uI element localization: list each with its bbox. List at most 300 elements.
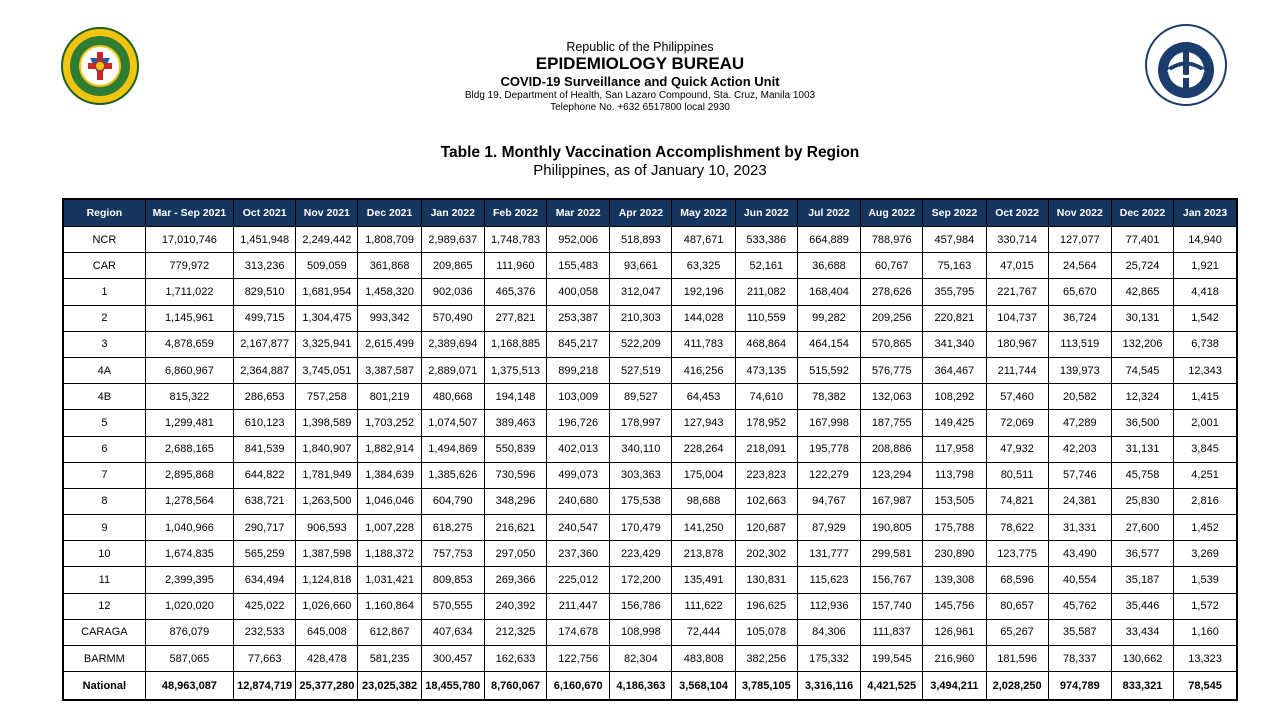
value-cell: 216,960 (923, 646, 986, 672)
value-cell: 111,960 (484, 253, 546, 279)
column-header: Oct 2022 (986, 199, 1048, 227)
value-cell: 2,688,165 (145, 436, 233, 462)
value-cell: 202,302 (735, 541, 797, 567)
value-cell: 199,545 (861, 646, 923, 672)
value-cell: 515,592 (797, 357, 860, 383)
value-cell: 425,022 (234, 593, 296, 619)
total-label-cell: National (63, 672, 145, 701)
value-cell: 278,626 (861, 279, 923, 305)
value-cell: 175,788 (923, 515, 986, 541)
value-cell: 35,587 (1048, 619, 1111, 645)
value-cell: 192,196 (672, 279, 735, 305)
value-cell: 1,681,954 (296, 279, 358, 305)
value-cell: 610,123 (234, 410, 296, 436)
value-cell: 36,688 (797, 253, 860, 279)
value-cell: 902,036 (421, 279, 484, 305)
value-cell: 1,458,320 (358, 279, 421, 305)
value-cell: 74,610 (735, 384, 797, 410)
value-cell: 213,878 (672, 541, 735, 567)
value-cell: 487,671 (672, 227, 735, 253)
value-cell: 788,976 (861, 227, 923, 253)
value-cell: 1,387,598 (296, 541, 358, 567)
value-cell: 168,404 (797, 279, 860, 305)
value-cell: 2,399,395 (145, 567, 233, 593)
value-cell: 117,958 (923, 436, 986, 462)
total-value-cell: 8,760,067 (484, 672, 546, 701)
value-cell: 253,387 (547, 305, 610, 331)
column-header: Jan 2023 (1174, 199, 1237, 227)
value-cell: 286,653 (234, 384, 296, 410)
value-cell: 42,203 (1048, 436, 1111, 462)
value-cell: 209,256 (861, 305, 923, 331)
value-cell: 131,777 (797, 541, 860, 567)
table-row (63, 436, 1237, 462)
value-cell: 1,375,513 (484, 357, 546, 383)
table-heading (0, 143, 1280, 180)
table-row (63, 593, 1237, 619)
value-cell: 2,895,868 (145, 462, 233, 488)
table-row (63, 279, 1237, 305)
value-cell: 65,670 (1048, 279, 1111, 305)
value-cell: 57,460 (986, 384, 1048, 410)
value-cell: 25,830 (1111, 488, 1173, 514)
region-cell: 10 (63, 541, 145, 567)
table-row (63, 227, 1237, 253)
value-cell: 297,050 (484, 541, 546, 567)
region-cell: 2 (63, 305, 145, 331)
value-cell: 509,059 (296, 253, 358, 279)
value-cell: 841,539 (234, 436, 296, 462)
value-cell: 108,998 (610, 619, 672, 645)
value-cell: 132,206 (1111, 331, 1173, 357)
value-cell: 664,889 (797, 227, 860, 253)
value-cell: 12,343 (1174, 357, 1237, 383)
value-cell: 952,006 (547, 227, 610, 253)
value-cell: 162,633 (484, 646, 546, 672)
value-cell: 221,767 (986, 279, 1048, 305)
value-cell: 527,519 (610, 357, 672, 383)
value-cell: 35,187 (1111, 567, 1173, 593)
value-cell: 2,167,877 (234, 331, 296, 357)
table-subtitle: Philippines, as of January 10, 2023 (533, 162, 767, 179)
national-total-row (63, 672, 1237, 701)
value-cell: 2,889,071 (421, 357, 484, 383)
value-cell: 730,596 (484, 462, 546, 488)
value-cell: 75,163 (923, 253, 986, 279)
value-cell: 464,154 (797, 331, 860, 357)
value-cell: 175,332 (797, 646, 860, 672)
value-cell: 3,745,051 (296, 357, 358, 383)
value-cell: 24,564 (1048, 253, 1111, 279)
value-cell: 4,878,659 (145, 331, 233, 357)
value-cell: 1,124,818 (296, 567, 358, 593)
value-cell: 581,235 (358, 646, 421, 672)
value-cell: 237,360 (547, 541, 610, 567)
value-cell: 208,886 (861, 436, 923, 462)
value-cell: 1,674,835 (145, 541, 233, 567)
value-cell: 1,451,948 (234, 227, 296, 253)
value-cell: 1,031,421 (358, 567, 421, 593)
value-cell: 102,663 (735, 488, 797, 514)
value-cell: 2,364,887 (234, 357, 296, 383)
value-cell: 212,325 (484, 619, 546, 645)
region-cell: 11 (63, 567, 145, 593)
column-header: Aug 2022 (861, 199, 923, 227)
value-cell: 906,593 (296, 515, 358, 541)
value-cell: 43,490 (1048, 541, 1111, 567)
value-cell: 1,160,864 (358, 593, 421, 619)
value-cell: 3,269 (1174, 541, 1237, 567)
value-cell: 570,555 (421, 593, 484, 619)
value-cell: 211,082 (735, 279, 797, 305)
region-cell: 12 (63, 593, 145, 619)
value-cell: 80,657 (986, 593, 1048, 619)
value-cell: 2,615,499 (358, 331, 421, 357)
value-cell: 518,893 (610, 227, 672, 253)
value-cell: 141,250 (672, 515, 735, 541)
total-value-cell: 2,028,250 (986, 672, 1048, 701)
value-cell: 2,249,442 (296, 227, 358, 253)
value-cell: 115,623 (797, 567, 860, 593)
value-cell: 33,434 (1111, 619, 1173, 645)
value-cell: 153,505 (923, 488, 986, 514)
value-cell: 30,131 (1111, 305, 1173, 331)
value-cell: 1,160 (1174, 619, 1237, 645)
value-cell: 104,737 (986, 305, 1048, 331)
value-cell: 2,001 (1174, 410, 1237, 436)
value-cell: 299,581 (861, 541, 923, 567)
value-cell: 1,007,228 (358, 515, 421, 541)
value-cell: 1,781,949 (296, 462, 358, 488)
value-cell: 757,258 (296, 384, 358, 410)
value-cell: 644,822 (234, 462, 296, 488)
table-row (63, 305, 1237, 331)
value-cell: 576,775 (861, 357, 923, 383)
value-cell: 174,678 (547, 619, 610, 645)
table-row (63, 384, 1237, 410)
column-header: Jun 2022 (735, 199, 797, 227)
value-cell: 2,389,694 (421, 331, 484, 357)
value-cell: 483,808 (672, 646, 735, 672)
region-cell: CAR (63, 253, 145, 279)
value-cell: 172,200 (610, 567, 672, 593)
value-cell: 240,392 (484, 593, 546, 619)
value-cell: 145,756 (923, 593, 986, 619)
value-cell: 190,805 (861, 515, 923, 541)
value-cell: 111,622 (672, 593, 735, 619)
value-cell: 220,821 (923, 305, 986, 331)
value-cell: 112,936 (797, 593, 860, 619)
value-cell: 178,997 (610, 410, 672, 436)
total-value-cell: 974,789 (1048, 672, 1111, 701)
value-cell: 35,446 (1111, 593, 1173, 619)
value-cell: 1,398,589 (296, 410, 358, 436)
value-cell: 6,738 (1174, 331, 1237, 357)
value-cell: 25,724 (1111, 253, 1173, 279)
column-header: Jul 2022 (797, 199, 860, 227)
table-row (63, 331, 1237, 357)
table-row (63, 515, 1237, 541)
value-cell: 82,304 (610, 646, 672, 672)
value-cell: 211,447 (547, 593, 610, 619)
table-row (63, 646, 1237, 672)
value-cell: 845,217 (547, 331, 610, 357)
value-cell: 14,940 (1174, 227, 1237, 253)
value-cell: 1,299,481 (145, 410, 233, 436)
value-cell: 3,325,941 (296, 331, 358, 357)
total-value-cell: 4,186,363 (610, 672, 672, 701)
value-cell: 130,831 (735, 567, 797, 593)
value-cell: 340,110 (610, 436, 672, 462)
value-cell: 52,161 (735, 253, 797, 279)
unit-name: COVID-19 Surveillance and Quick Action Unit (500, 74, 780, 89)
column-header: Dec 2021 (358, 199, 421, 227)
region-cell: 8 (63, 488, 145, 514)
column-header: Oct 2021 (234, 199, 296, 227)
value-cell: 98,688 (672, 488, 735, 514)
value-cell: 1,145,961 (145, 305, 233, 331)
value-cell: 113,519 (1048, 331, 1111, 357)
column-header: Sep 2022 (923, 199, 986, 227)
value-cell: 127,077 (1048, 227, 1111, 253)
value-cell: 533,386 (735, 227, 797, 253)
value-cell: 1,074,507 (421, 410, 484, 436)
value-cell: 411,783 (672, 331, 735, 357)
letterhead (0, 40, 1280, 114)
value-cell: 122,756 (547, 646, 610, 672)
value-cell: 341,340 (923, 331, 986, 357)
value-cell: 6,860,967 (145, 357, 233, 383)
table-title: Table 1. Monthly Vaccination Accomplishment by Region (440, 144, 860, 161)
column-header: May 2022 (672, 199, 735, 227)
value-cell: 31,131 (1111, 436, 1173, 462)
value-cell: 223,429 (610, 541, 672, 567)
value-cell: 72,069 (986, 410, 1048, 436)
value-cell: 40,554 (1048, 567, 1111, 593)
table-row (63, 619, 1237, 645)
value-cell: 522,209 (610, 331, 672, 357)
region-cell: BARMM (63, 646, 145, 672)
value-cell: 1,304,475 (296, 305, 358, 331)
value-cell: 87,929 (797, 515, 860, 541)
region-cell: 4A (63, 357, 145, 383)
value-cell: 218,091 (735, 436, 797, 462)
value-cell: 31,331 (1048, 515, 1111, 541)
value-cell: 156,786 (610, 593, 672, 619)
value-cell: 122,279 (797, 462, 860, 488)
value-cell: 74,821 (986, 488, 1048, 514)
value-cell: 1,494,869 (421, 436, 484, 462)
value-cell: 1,263,500 (296, 488, 358, 514)
column-header: Nov 2022 (1048, 199, 1111, 227)
value-cell: 93,661 (610, 253, 672, 279)
value-cell: 899,218 (547, 357, 610, 383)
value-cell: 78,337 (1048, 646, 1111, 672)
value-cell: 45,758 (1111, 462, 1173, 488)
value-cell: 416,256 (672, 357, 735, 383)
value-cell: 465,376 (484, 279, 546, 305)
value-cell: 993,342 (358, 305, 421, 331)
value-cell: 570,490 (421, 305, 484, 331)
total-value-cell: 3,494,211 (923, 672, 986, 701)
column-header: Nov 2021 (296, 199, 358, 227)
value-cell: 1,748,783 (484, 227, 546, 253)
value-cell: 240,680 (547, 488, 610, 514)
value-cell: 47,015 (986, 253, 1048, 279)
value-cell: 157,740 (861, 593, 923, 619)
value-cell: 230,890 (923, 541, 986, 567)
total-value-cell: 12,874,719 (234, 672, 296, 701)
value-cell: 127,943 (672, 410, 735, 436)
value-cell: 480,668 (421, 384, 484, 410)
value-cell: 269,366 (484, 567, 546, 593)
value-cell: 45,762 (1048, 593, 1111, 619)
value-cell: 155,483 (547, 253, 610, 279)
value-cell: 303,363 (610, 462, 672, 488)
value-cell: 89,527 (610, 384, 672, 410)
total-value-cell: 833,321 (1111, 672, 1173, 701)
value-cell: 400,058 (547, 279, 610, 305)
total-value-cell: 4,421,525 (861, 672, 923, 701)
total-value-cell: 3,785,105 (735, 672, 797, 701)
total-value-cell: 3,568,104 (672, 672, 735, 701)
value-cell: 20,582 (1048, 384, 1111, 410)
value-cell: 499,715 (234, 305, 296, 331)
value-cell: 135,491 (672, 567, 735, 593)
region-cell: 7 (63, 462, 145, 488)
value-cell: 60,767 (861, 253, 923, 279)
value-cell: 1,542 (1174, 305, 1237, 331)
value-cell: 1,572 (1174, 593, 1237, 619)
value-cell: 565,259 (234, 541, 296, 567)
value-cell: 3,387,587 (358, 357, 421, 383)
value-cell: 225,012 (547, 567, 610, 593)
value-cell: 196,726 (547, 410, 610, 436)
value-cell: 2,989,637 (421, 227, 484, 253)
value-cell: 78,622 (986, 515, 1048, 541)
value-cell: 1,385,626 (421, 462, 484, 488)
value-cell: 210,303 (610, 305, 672, 331)
value-cell: 99,282 (797, 305, 860, 331)
value-cell: 105,078 (735, 619, 797, 645)
value-cell: 156,767 (861, 567, 923, 593)
region-cell: CARAGA (63, 619, 145, 645)
value-cell: 123,294 (861, 462, 923, 488)
value-cell: 313,236 (234, 253, 296, 279)
value-cell: 84,306 (797, 619, 860, 645)
value-cell: 110,559 (735, 305, 797, 331)
value-cell: 57,746 (1048, 462, 1111, 488)
region-cell: 5 (63, 410, 145, 436)
value-cell: 645,008 (296, 619, 358, 645)
value-cell: 47,932 (986, 436, 1048, 462)
value-cell: 149,425 (923, 410, 986, 436)
value-cell: 240,547 (547, 515, 610, 541)
telephone-line: Telephone No. +632 6517800 local 2930 (550, 102, 730, 113)
column-header: Mar 2022 (547, 199, 610, 227)
value-cell: 312,047 (610, 279, 672, 305)
region-cell: 9 (63, 515, 145, 541)
value-cell: 4,251 (1174, 462, 1237, 488)
value-cell: 355,795 (923, 279, 986, 305)
value-cell: 180,967 (986, 331, 1048, 357)
total-value-cell: 23,025,382 (358, 672, 421, 701)
value-cell: 123,775 (986, 541, 1048, 567)
value-cell: 68,596 (986, 567, 1048, 593)
total-value-cell: 25,377,280 (296, 672, 358, 701)
value-cell: 4,418 (1174, 279, 1237, 305)
bureau-name: EPIDEMIOLOGY BUREAU (535, 54, 745, 73)
value-cell: 1,415 (1174, 384, 1237, 410)
value-cell: 139,308 (923, 567, 986, 593)
value-cell: 1,046,046 (358, 488, 421, 514)
value-cell: 612,867 (358, 619, 421, 645)
value-cell: 389,463 (484, 410, 546, 436)
value-cell: 1,921 (1174, 253, 1237, 279)
value-cell: 12,324 (1111, 384, 1173, 410)
total-value-cell: 3,316,116 (797, 672, 860, 701)
value-cell: 801,219 (358, 384, 421, 410)
region-cell: 4B (63, 384, 145, 410)
value-cell: 42,865 (1111, 279, 1173, 305)
value-cell: 1,188,372 (358, 541, 421, 567)
value-cell: 77,401 (1111, 227, 1173, 253)
value-cell: 1,278,564 (145, 488, 233, 514)
value-cell: 473,135 (735, 357, 797, 383)
value-cell: 36,577 (1111, 541, 1173, 567)
value-cell: 1,026,660 (296, 593, 358, 619)
column-header: Feb 2022 (484, 199, 546, 227)
value-cell: 348,296 (484, 488, 546, 514)
value-cell: 126,961 (923, 619, 986, 645)
value-cell: 1,040,966 (145, 515, 233, 541)
table-row (63, 357, 1237, 383)
value-cell: 175,538 (610, 488, 672, 514)
value-cell: 604,790 (421, 488, 484, 514)
column-header: Region (63, 199, 145, 227)
value-cell: 187,755 (861, 410, 923, 436)
value-cell: 829,510 (234, 279, 296, 305)
column-header: Dec 2022 (1111, 199, 1173, 227)
value-cell: 587,065 (145, 646, 233, 672)
value-cell: 27,600 (1111, 515, 1173, 541)
value-cell: 139,973 (1048, 357, 1111, 383)
value-cell: 407,634 (421, 619, 484, 645)
value-cell: 195,778 (797, 436, 860, 462)
value-cell: 618,275 (421, 515, 484, 541)
value-cell: 1,840,907 (296, 436, 358, 462)
value-cell: 13,323 (1174, 646, 1237, 672)
value-cell: 2,816 (1174, 488, 1237, 514)
value-cell: 175,004 (672, 462, 735, 488)
value-cell: 64,453 (672, 384, 735, 410)
table-row (63, 488, 1237, 514)
value-cell: 290,717 (234, 515, 296, 541)
value-cell: 211,744 (986, 357, 1048, 383)
value-cell: 94,767 (797, 488, 860, 514)
value-cell: 457,984 (923, 227, 986, 253)
value-cell: 77,663 (234, 646, 296, 672)
value-cell: 876,079 (145, 619, 233, 645)
total-value-cell: 6,160,670 (547, 672, 610, 701)
value-cell: 167,987 (861, 488, 923, 514)
value-cell: 17,010,746 (145, 227, 233, 253)
value-cell: 170,479 (610, 515, 672, 541)
value-cell: 1,808,709 (358, 227, 421, 253)
value-cell: 36,500 (1111, 410, 1173, 436)
value-cell: 1,384,639 (358, 462, 421, 488)
column-header: Jan 2022 (421, 199, 484, 227)
